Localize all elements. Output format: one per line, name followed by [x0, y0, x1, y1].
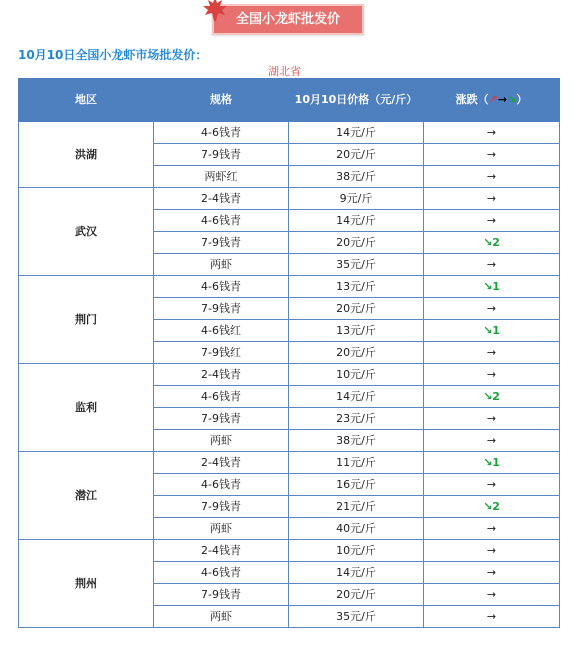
- spec-cell: 7-9钱青: [154, 298, 289, 320]
- spec-cell: 两虾红: [154, 166, 289, 188]
- region-cell: 洪湖: [19, 122, 154, 188]
- price-cell: 20元/斤: [289, 342, 424, 364]
- trend-cell: →: [424, 166, 560, 188]
- trend-cell: →: [424, 540, 560, 562]
- price-cell: 11元/斤: [289, 452, 424, 474]
- spec-cell: 7-9钱青: [154, 496, 289, 518]
- spec-cell: 7-9钱青: [154, 144, 289, 166]
- page-banner: [212, 4, 364, 35]
- region-cell: 荆州: [19, 540, 154, 628]
- maple-leaf-icon: [202, 0, 228, 22]
- region-cell: 武汉: [19, 188, 154, 276]
- trend-cell: →: [424, 144, 560, 166]
- spec-cell: 4-6钱青: [154, 474, 289, 496]
- region-cell: 潜江: [19, 452, 154, 540]
- header-spec: 规格: [154, 79, 289, 122]
- table-row: [19, 188, 560, 210]
- table-header-row: [19, 79, 560, 122]
- price-cell: 35元/斤: [289, 606, 424, 628]
- page-subtitle: 10月10日全国小龙虾市场批发价：: [18, 48, 208, 62]
- spec-cell: 2-4钱青: [154, 188, 289, 210]
- header-price: 10月10日价格（元/斤）: [289, 79, 424, 122]
- spec-cell: 2-4钱青: [154, 364, 289, 386]
- table-row: [19, 276, 560, 298]
- spec-cell: 2-4钱青: [154, 452, 289, 474]
- trend-cell: →: [424, 562, 560, 584]
- header-trend-prefix: 涨跌（: [455, 93, 489, 106]
- trend-cell: →: [424, 298, 560, 320]
- trend-cell: ↘1: [424, 320, 560, 342]
- price-cell: 20元/斤: [289, 298, 424, 320]
- spec-cell: 2-4钱青: [154, 540, 289, 562]
- spec-cell: 4-6钱青: [154, 122, 289, 144]
- trend-cell: →: [424, 518, 560, 540]
- price-cell: 14元/斤: [289, 210, 424, 232]
- price-cell: 40元/斤: [289, 518, 424, 540]
- trend-cell: →: [424, 210, 560, 232]
- spec-cell: 两虾: [154, 518, 289, 540]
- spec-cell: 4-6钱青: [154, 210, 289, 232]
- spec-cell: 两虾: [154, 254, 289, 276]
- trend-cell: →: [424, 364, 560, 386]
- region-cell: 荆门: [19, 276, 154, 364]
- trend-cell: →: [424, 122, 560, 144]
- spec-cell: 4-6钱青: [154, 386, 289, 408]
- price-cell: 20元/斤: [289, 584, 424, 606]
- trend-cell: →: [424, 342, 560, 364]
- price-table: [18, 78, 560, 628]
- trend-down-icon: ↘: [507, 93, 517, 106]
- trend-cell: ↘1: [424, 276, 560, 298]
- price-cell: 14元/斤: [289, 562, 424, 584]
- trend-cell: →: [424, 254, 560, 276]
- price-cell: 13元/斤: [289, 276, 424, 298]
- price-cell: 10元/斤: [289, 364, 424, 386]
- price-cell: 20元/斤: [289, 232, 424, 254]
- trend-cell: →: [424, 408, 560, 430]
- spec-cell: 两虾: [154, 430, 289, 452]
- trend-cell: →: [424, 474, 560, 496]
- trend-cell: →: [424, 430, 560, 452]
- header-region: 地区: [19, 79, 154, 122]
- banner-title: 全国小龙虾批发价: [235, 12, 340, 27]
- spec-cell: 4-6钱红: [154, 320, 289, 342]
- table-row: [19, 122, 560, 144]
- price-cell: 38元/斤: [289, 166, 424, 188]
- spec-cell: 7-9钱青: [154, 584, 289, 606]
- price-cell: 9元/斤: [289, 188, 424, 210]
- price-cell: 10元/斤: [289, 540, 424, 562]
- price-cell: 13元/斤: [289, 320, 424, 342]
- trend-cell: ↘2: [424, 386, 560, 408]
- spec-cell: 7-9钱青: [154, 408, 289, 430]
- price-cell: 20元/斤: [289, 144, 424, 166]
- trend-up-icon: ↗: [488, 93, 498, 106]
- price-cell: 23元/斤: [289, 408, 424, 430]
- table-body: [19, 122, 560, 628]
- table-row: [19, 364, 560, 386]
- trend-cell: ↘2: [424, 232, 560, 254]
- province-label: 湖北省: [268, 65, 301, 78]
- spec-cell: 7-9钱青: [154, 232, 289, 254]
- trend-cell: →: [424, 606, 560, 628]
- region-cell: 监利: [19, 364, 154, 452]
- header-trend-suffix: ）: [516, 93, 528, 106]
- trend-cell: ↘2: [424, 496, 560, 518]
- trend-cell: →: [424, 188, 560, 210]
- price-cell: 38元/斤: [289, 430, 424, 452]
- spec-cell: 4-6钱青: [154, 276, 289, 298]
- spec-cell: 两虾: [154, 606, 289, 628]
- price-cell: 16元/斤: [289, 474, 424, 496]
- price-cell: 35元/斤: [289, 254, 424, 276]
- spec-cell: 7-9钱红: [154, 342, 289, 364]
- price-cell: 14元/斤: [289, 386, 424, 408]
- spec-cell: 4-6钱青: [154, 562, 289, 584]
- table-row: [19, 540, 560, 562]
- trend-cell: ↘1: [424, 452, 560, 474]
- trend-flat-icon: →: [497, 93, 508, 106]
- price-cell: 14元/斤: [289, 122, 424, 144]
- table-row: [19, 452, 560, 474]
- price-cell: 21元/斤: [289, 496, 424, 518]
- header-trend: [424, 79, 560, 122]
- trend-cell: →: [424, 584, 560, 606]
